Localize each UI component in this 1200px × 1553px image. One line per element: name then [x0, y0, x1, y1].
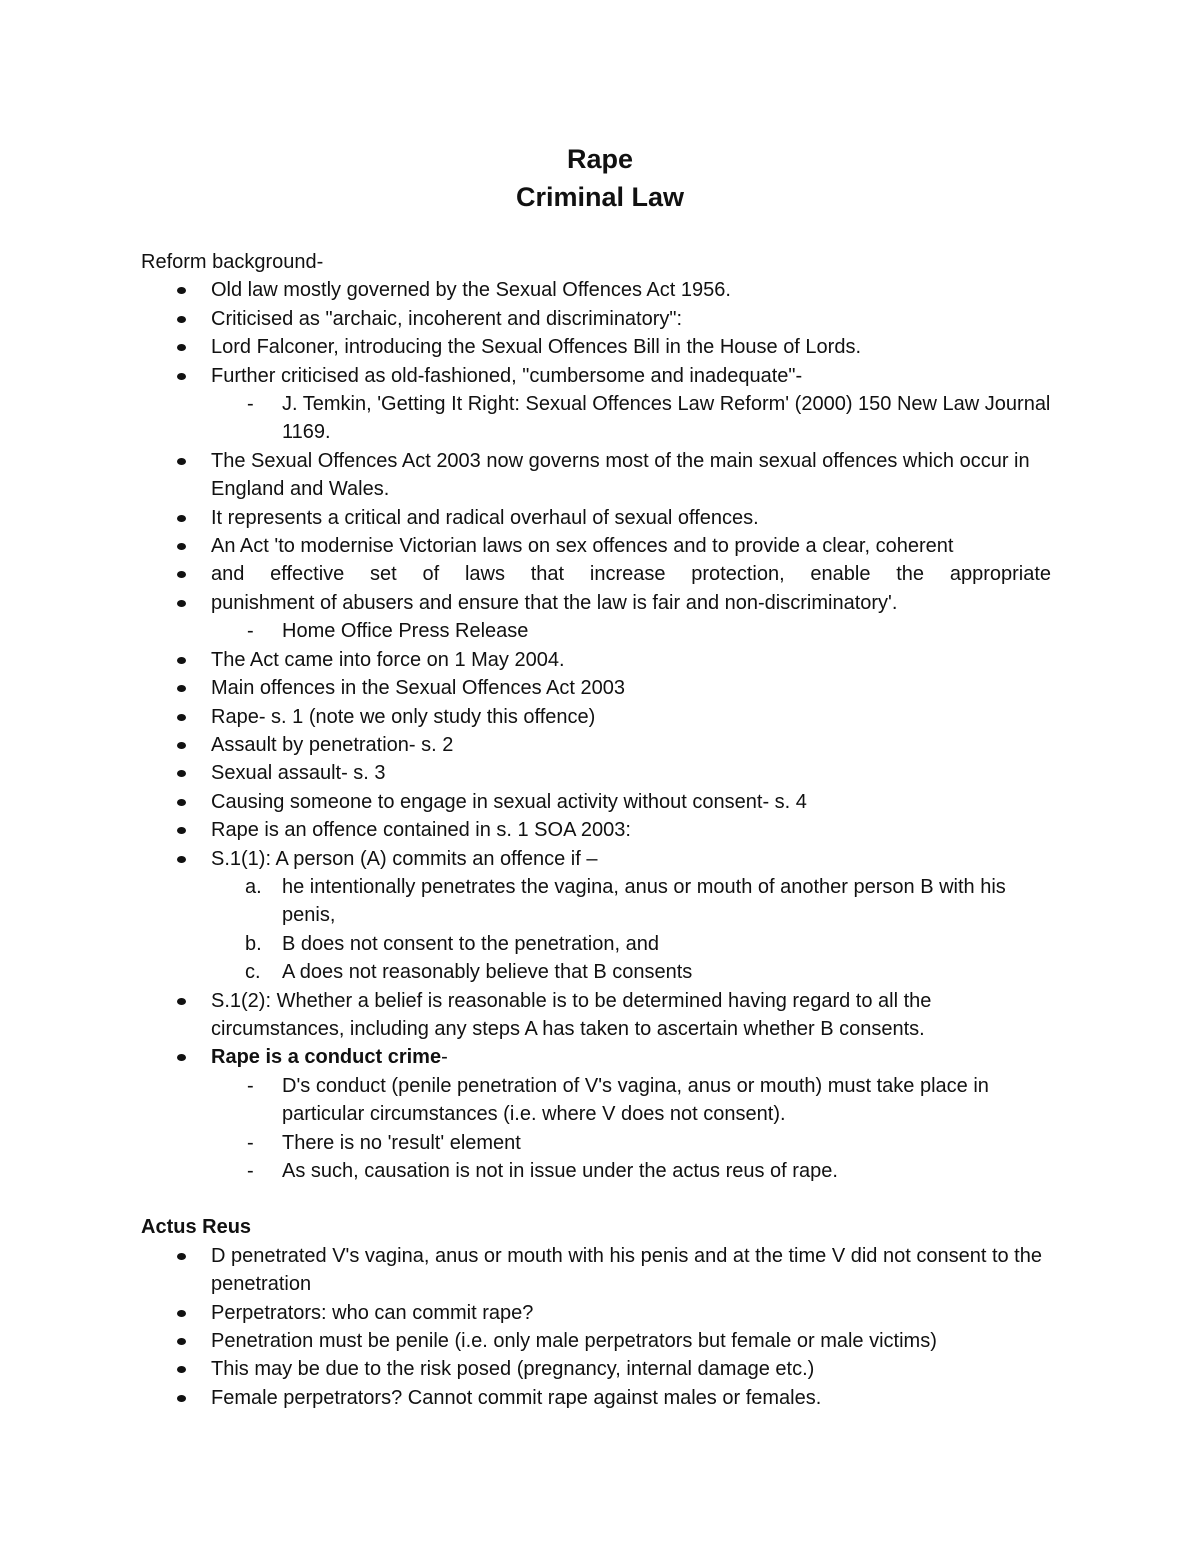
list-item: The Sexual Offences Act 2003 now governs most of the main sexual offences which occur in England and Wales. — [141, 447, 1051, 504]
letter-marker: a. — [245, 875, 262, 898]
sub-list-item-text: J. Temkin, 'Getting It Right: Sexual Offences Law Reform' (2000) 150 New Law Journal 1169. — [282, 393, 1051, 444]
dash-marker: - — [247, 1131, 254, 1154]
list-item: and effective set of laws that increase protection, enable the appropriate — [141, 560, 1051, 588]
list-item: Female perpetrators? Cannot commit rape against males or females. — [141, 1384, 1051, 1412]
list-item: punishment of abusers and ensure that the law is fair and non-discriminatory'. — [141, 589, 1051, 617]
reform-heading: Reform background- — [141, 251, 324, 273]
list-item: S.1(2): Whether a belief is reasonable is to be determined having regard to all the circumstances, including any steps A has taken to ascertain whether B consents. — [141, 987, 1051, 1044]
conduct-crime-label: Rape is a conduct crime — [211, 1046, 442, 1069]
list-item: Assault by penetration- s. 2 — [141, 731, 1051, 759]
list-item: Sexual assault- s. 3 — [141, 759, 1051, 787]
sub-list-item — [141, 1129, 1052, 1157]
list-item: Penetration must be penile (i.e. only male perpetrators but female or male victims) — [141, 1327, 1051, 1355]
document-title: Rape — [566, 144, 634, 174]
document-body — [141, 248, 1051, 1412]
dash-marker: - — [247, 1160, 254, 1182]
sub-list-item-text: As such, causation is not in issue under the actus reus of rape. — [282, 1160, 838, 1182]
document-subtitle: Criminal Law — [515, 182, 685, 212]
list-item: Perpetrators: who can commit rape? — [141, 1299, 1051, 1327]
sub-list-item — [141, 1072, 1052, 1129]
list-item: S.1(1): A person (A) commits an offence if – — [141, 845, 1051, 873]
letter-marker: c. — [245, 961, 261, 984]
dash-marker: - — [247, 1074, 254, 1097]
sub-list-item-text: he intentionally penetrates the vagina, anus or mouth of another person B with his penis, — [282, 875, 1006, 927]
dash-marker: - — [247, 393, 254, 416]
list-item: It represents a critical and radical overhaul of sexual offences. — [141, 504, 1051, 532]
actus-reus-heading: Actus Reus — [141, 1216, 252, 1239]
list-item: Old law mostly governed by the Sexual Offences Act 1956. — [141, 276, 1051, 304]
sub-list-item-text: B does not consent to the penetration, and — [282, 932, 659, 955]
sub-list-item — [141, 617, 1052, 645]
letter-marker: b. — [245, 932, 262, 955]
list-item: The Act came into force on 1 May 2004. — [141, 646, 1051, 674]
list-item: Main offences in the Sexual Offences Act 2003 — [141, 674, 1051, 702]
list-item: An Act 'to modernise Victorian laws on sex offences and to provide a clear, coherent — [141, 532, 1051, 560]
sub-list-item-text: Home Office Press Release — [282, 620, 529, 643]
dash-marker: - — [247, 620, 254, 643]
list-item: D penetrated V's vagina, anus or mouth with his penis and at the time V did not consent to the penetration — [141, 1242, 1051, 1299]
list-item — [141, 1043, 1051, 1071]
sub-list-item — [141, 1157, 1052, 1185]
sub-list-item — [141, 873, 1052, 930]
list-item: Lord Falconer, introducing the Sexual Offences Bill in the House of Lords. — [141, 333, 1051, 361]
list-item: Criticised as "archaic, incoherent and discriminatory": — [141, 305, 1051, 333]
sub-list-item — [141, 930, 1052, 958]
sub-list-item — [141, 958, 1052, 986]
sub-list-item-text: A does not reasonably believe that B consents — [282, 961, 693, 984]
conduct-crime-dash: - — [441, 1046, 448, 1069]
list-item: Causing someone to engage in sexual activity without consent- s. 4 — [141, 788, 1051, 816]
sub-list-item — [141, 390, 1052, 447]
list-item: Rape- s. 1 (note we only study this offence) — [141, 703, 1051, 731]
sub-list-item-text: There is no 'result' element — [282, 1131, 521, 1154]
sub-list-item-text: D's conduct (penile penetration of V's vagina, anus or mouth) must take place in particular circumstances (i.e. where V does not consent). — [282, 1074, 989, 1126]
list-item: Further criticised as old-fashioned, "cumbersome and inadequate"- — [141, 362, 1051, 390]
list-item: Rape is an offence contained in s. 1 SOA 2003: — [141, 816, 1051, 844]
list-item: This may be due to the risk posed (pregnancy, internal damage etc.) — [141, 1355, 1051, 1383]
